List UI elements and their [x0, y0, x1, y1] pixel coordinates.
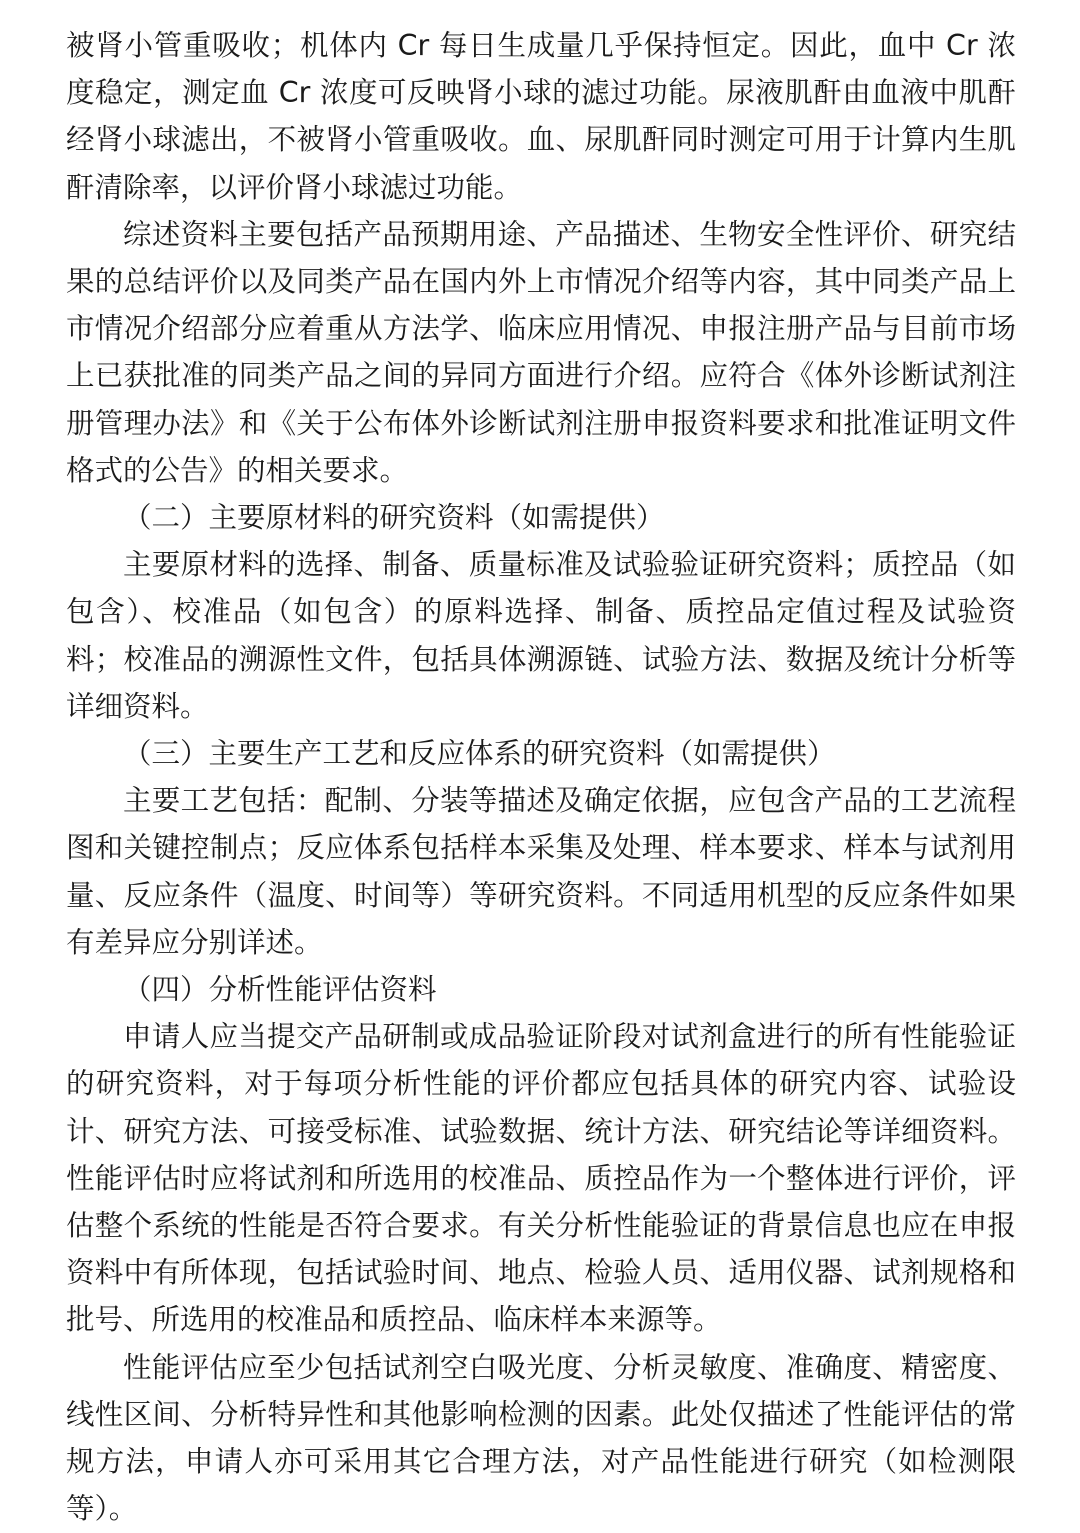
section-heading-production-process: （三）主要生产工艺和反应体系的研究资料（如需提供）	[123, 737, 836, 771]
paragraph-summary-materials: 综述资料主要包括产品预期用途、产品描述、生物安全性评价、研究结果的总结评价以及同类产品在国内外上市情况介绍等内容，其中同类产品上市情况介绍部分应着重从方法学、临床应用情况、申报注册产品与目前市场上已获批准的同类产品之间的异同方面进行介绍。应符合《体外诊断试剂注册管理办法》和《关于公布体外诊断试剂注册申报资料要求和批准证明文件格式的公告》的相关要求。	[66, 217, 1016, 487]
section-heading-performance-evaluation: （四）分析性能评估资料	[123, 973, 437, 1007]
document-page	[66, 22, 1016, 1533]
paragraph-production-process: 主要工艺包括：配制、分装等描述及确定依据，应包含产品的工艺流程图和关键控制点；反应体系包括样本采集及处理、样本要求、样本与试剂用量、反应条件（温度、时间等）等研究资料。不同适用机型的反应条件如果有差异应分别详述。	[66, 784, 1016, 959]
paragraph-creatinine-intro: 被肾小管重吸收；机体内 Cr 每日生成量几乎保持恒定。因此，血中 Cr 浓度稳定，测定血 Cr 浓度可反映肾小球的滤过功能。尿液肌酐由血液中肌酐经肾小球滤出，不被肾小管重吸收。血、尿肌酐同时测定可用于计算内生肌酐清除率，以评价肾小球滤过功能。	[66, 29, 1016, 204]
paragraph-raw-materials: 主要原材料的选择、制备、质量标准及试验验证研究资料；质控品（如包含）、校准品（如包含）的原料选择、制备、质控品定值过程及试验资料；校准品的溯源性文件，包括具体溯源链、试验方法、数据及统计分析等详细资料。	[66, 548, 1016, 723]
section-heading-raw-materials: （二）主要原材料的研究资料（如需提供）	[123, 501, 665, 535]
paragraph-performance-evaluation: 申请人应当提交产品研制或成品验证阶段对试剂盒进行的所有性能验证的研究资料，对于每项分析性能的评价都应包括具体的研究内容、试验设计、研究方法、可接受标准、试验数据、统计方法、研究结论等详细资料。性能评估时应将试剂和所选用的校准品、质控品作为一个整体进行评价，评估整个系统的性能是否符合要求。有关分析性能验证的背景信息也应在申报资料中有所体现，包括试验时间、地点、检验人员、适用仪器、试剂规格和批号、所选用的校准品和质控品、临床样本来源等。	[66, 1020, 1016, 1337]
paragraph-performance-items: 性能评估应至少包括试剂空白吸光度、分析灵敏度、准确度、精密度、线性区间、分析特异性和其他影响检测的因素。此处仅描述了性能评估的常规方法，申请人亦可采用其它合理方法，对产品性能进行研究（如检测限等）。	[66, 1350, 1016, 1526]
